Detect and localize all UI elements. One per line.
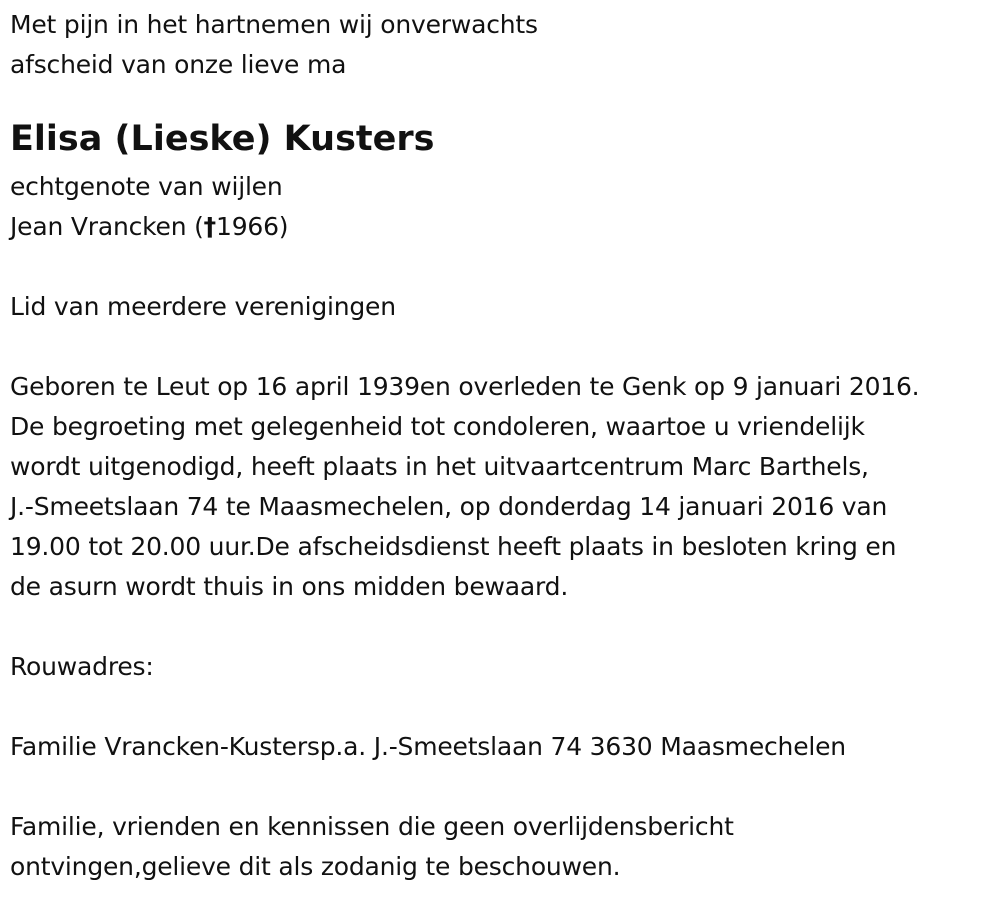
details-line: de asurn wordt thuis in ons midden bewaard. xyxy=(10,572,569,601)
deceased-name: Elisa (Lieske) Kusters xyxy=(10,119,435,159)
intro-line-2: afscheid van onze lieve ma xyxy=(10,50,347,79)
spacer xyxy=(10,607,995,647)
details-line: De begroeting met gelegenheid tot condoleren, waartoe u vriendelijk xyxy=(10,412,865,441)
details-line: J.-Smeetslaan 74 te Maasmechelen, op donderdag 14 januari 2016 van xyxy=(10,492,888,521)
details-line: 19.00 tot 20.00 uur.De afscheidsdienst heeft plaats in besloten kring en xyxy=(10,532,897,561)
relation-text: echtgenote van wijlen xyxy=(10,172,283,201)
details-line: Geboren te Leut op 16 april 1939en overleden te Genk op 9 januari 2016. xyxy=(10,372,920,401)
cross-icon: † xyxy=(203,212,216,241)
spacer xyxy=(10,247,995,287)
obituary-notice xyxy=(10,5,995,887)
spacer xyxy=(10,327,995,367)
address-value: Familie Vrancken-Kustersp.a. J.-Smeetslaan 74 3630 Maasmechelen xyxy=(10,732,846,761)
spouse-death-year: 1966) xyxy=(215,212,289,241)
membership-text: Lid van meerdere verenigingen xyxy=(10,292,396,321)
address-label: Rouwadres: xyxy=(10,652,154,681)
spouse-name: Jean Vrancken ( xyxy=(10,212,204,241)
spacer xyxy=(10,767,995,807)
intro-line-1: Met pijn in het hartnemen wij onverwachts xyxy=(10,10,538,39)
closing-line-1: Familie, vrienden en kennissen die geen overlijdensbericht xyxy=(10,812,734,841)
spouse-line xyxy=(10,207,995,247)
details-line: wordt uitgenodigd, heeft plaats in het uitvaartcentrum Marc Barthels, xyxy=(10,452,869,481)
details-paragraph xyxy=(10,367,995,607)
spacer xyxy=(10,687,995,727)
closing-line-2: ontvingen,gelieve dit als zodanig te beschouwen. xyxy=(10,852,621,881)
spacer xyxy=(10,85,995,111)
